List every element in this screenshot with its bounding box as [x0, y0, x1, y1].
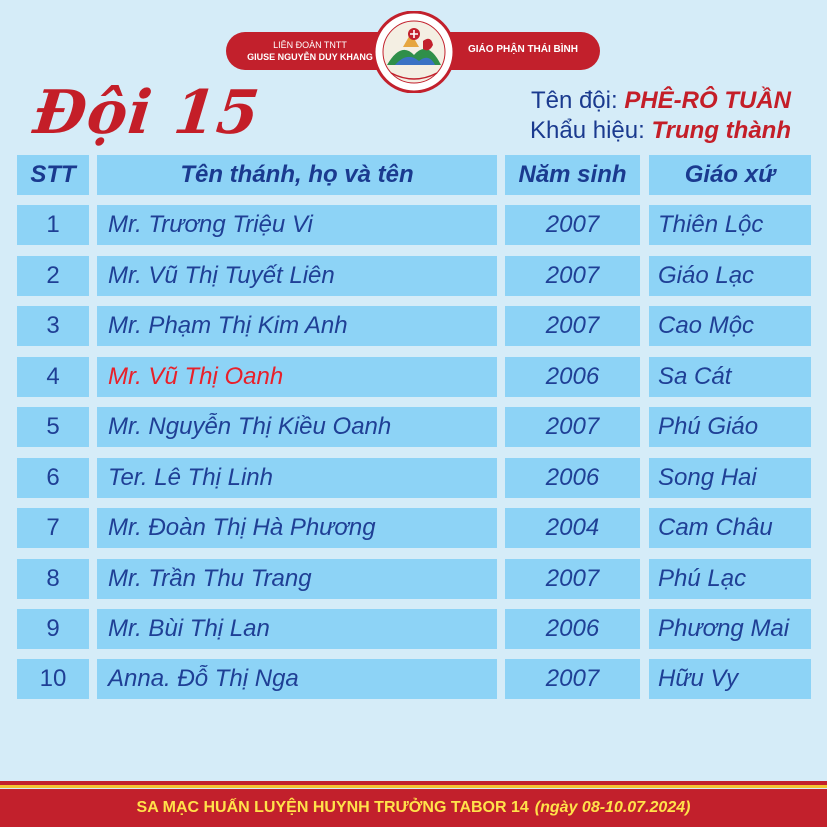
row-name: Mr. Trương Triệu Vi: [97, 205, 497, 245]
org-line2: GIUSE NGUYỄN DUY KHANG: [247, 52, 373, 62]
row-name: Mr. Bùi Thị Lan: [97, 609, 497, 649]
row-parish: Phú Giáo: [649, 407, 811, 447]
footer-gold-stripe: [0, 785, 827, 788]
row-name-highlighted: Mr. Vũ Thị Oanh: [97, 357, 497, 397]
row-stt: 2: [17, 256, 89, 296]
row-year: 2007: [505, 306, 640, 346]
row-parish: Cao Mộc: [649, 306, 811, 346]
row-year: 2004: [505, 508, 640, 548]
row-name: Mr. Đoàn Thị Hà Phương: [97, 508, 497, 548]
row-year: 2006: [505, 357, 640, 397]
team-name-line: [530, 86, 791, 116]
team-name-label: Tên đội:: [530, 87, 618, 114]
org-line1: LIÊN ĐOÀN TNTT: [273, 40, 347, 50]
row-stt: 7: [17, 508, 89, 548]
row-name: Mr. Vũ Thị Tuyết Liên: [97, 256, 497, 296]
row-parish: Cam Châu: [649, 508, 811, 548]
header-parish: Giáo xứ: [649, 155, 811, 195]
row-stt: 9: [17, 609, 89, 649]
row-name: Mr. Trần Thu Trang: [97, 559, 497, 599]
footer-date: (ngày 08-10.07.2024): [534, 799, 691, 816]
org-name: [240, 39, 380, 63]
team-title: Đội 15: [30, 78, 264, 148]
row-stt: 3: [17, 306, 89, 346]
row-year: 2007: [505, 407, 640, 447]
row-stt: 10: [17, 659, 89, 699]
diocese-logo-icon: [373, 11, 455, 93]
header-year: Năm sinh: [505, 155, 640, 195]
team-name-value: PHÊ-RÔ TUẦN: [624, 87, 791, 114]
team-motto-value: Trung thành: [651, 117, 791, 144]
row-year: 2007: [505, 659, 640, 699]
team-info: [530, 86, 791, 146]
row-parish: Phương Mai: [649, 609, 811, 649]
row-stt: 5: [17, 407, 89, 447]
row-stt: 1: [17, 205, 89, 245]
header-stt: STT: [17, 155, 89, 195]
row-name: Ter. Lê Thị Linh: [97, 458, 497, 498]
row-year: 2006: [505, 458, 640, 498]
row-year: 2007: [505, 256, 640, 296]
row-parish: Hữu Vy: [649, 659, 811, 699]
diocese-name: GIÁO PHẬN THÁI BÌNH: [468, 44, 578, 55]
team-motto-label: Khẩu hiệu:: [530, 117, 645, 144]
row-parish: Song Hai: [649, 458, 811, 498]
row-name: Mr. Phạm Thị Kim Anh: [97, 306, 497, 346]
row-year: 2007: [505, 559, 640, 599]
row-parish: Phú Lạc: [649, 559, 811, 599]
row-parish: Giáo Lạc: [649, 256, 811, 296]
row-parish: Sa Cát: [649, 357, 811, 397]
row-year: 2006: [505, 609, 640, 649]
team-motto-line: [530, 116, 791, 146]
header-name: Tên thánh, họ và tên: [97, 155, 497, 195]
row-parish: Thiên Lộc: [649, 205, 811, 245]
row-name: Mr. Nguyễn Thị Kiều Oanh: [97, 407, 497, 447]
row-stt: 4: [17, 357, 89, 397]
footer-bar: [0, 789, 827, 827]
row-name: Anna. Đỗ Thị Nga: [97, 659, 497, 699]
footer-event: SA MẠC HUẤN LUYỆN HUYNH TRƯỞNG TABOR 14: [136, 799, 529, 816]
row-stt: 6: [17, 458, 89, 498]
row-stt: 8: [17, 559, 89, 599]
row-year: 2007: [505, 205, 640, 245]
